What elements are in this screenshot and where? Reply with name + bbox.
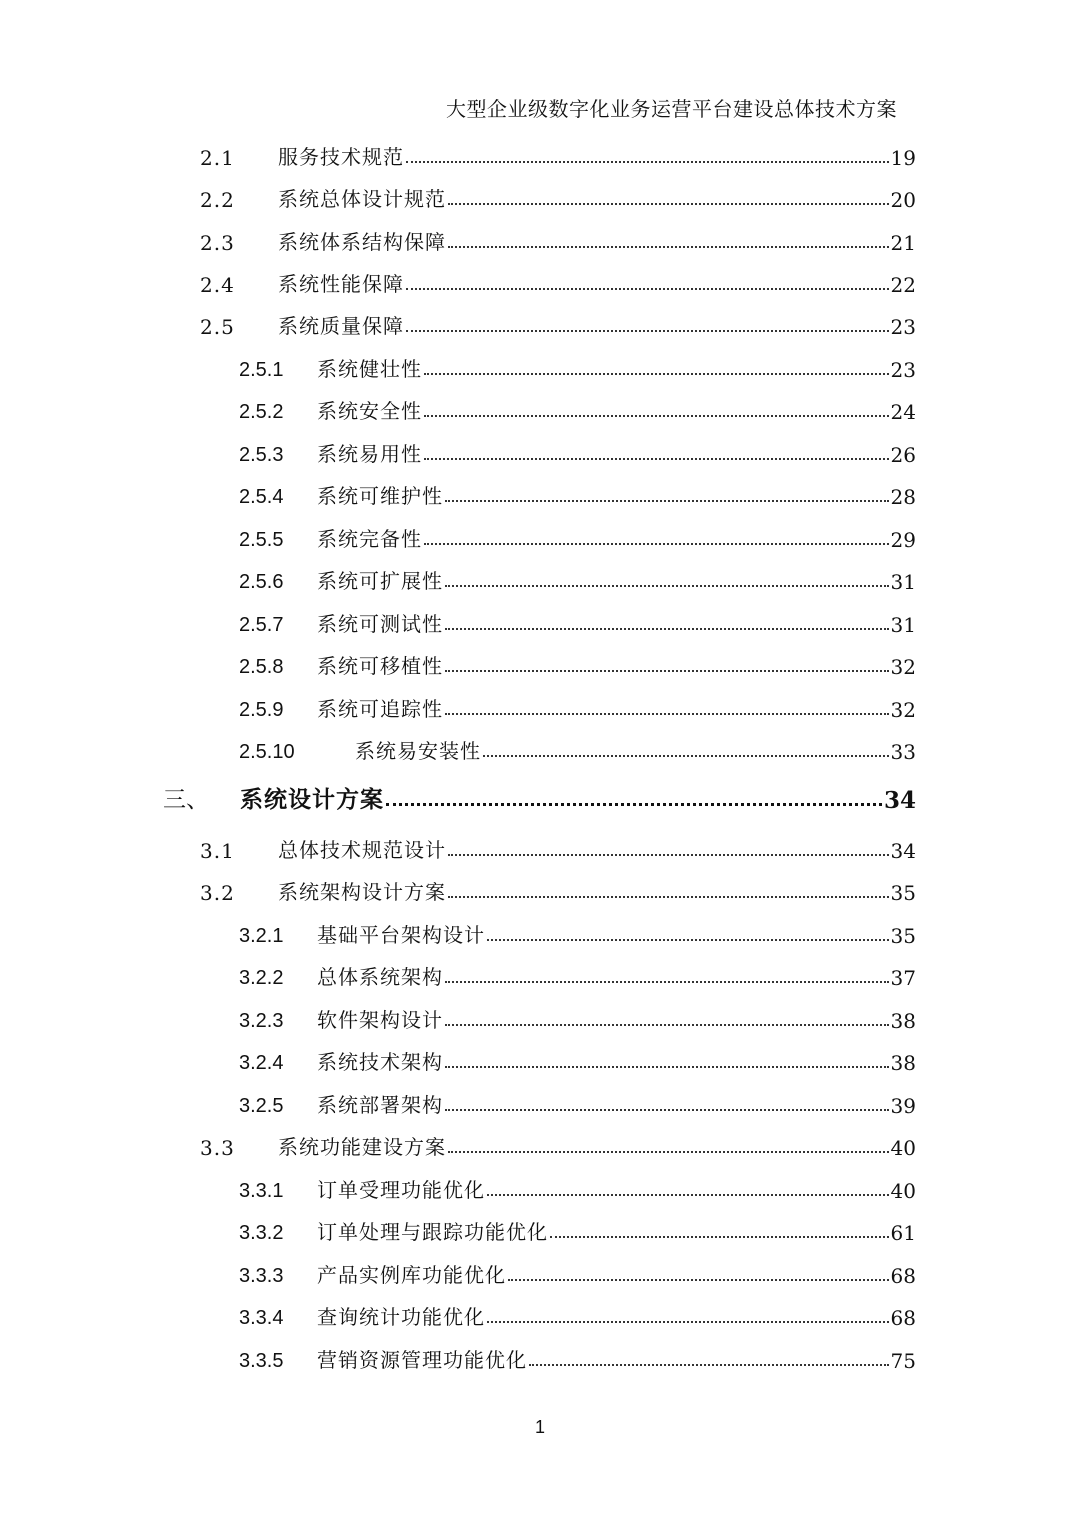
toc-entry-page: 61 <box>890 1221 916 1245</box>
toc-entry-number: 3.3.4 <box>239 1307 284 1329</box>
toc-dot-leader <box>445 670 889 672</box>
toc-entry-number: 2.5.8 <box>239 656 284 678</box>
toc-entry-title: 系统可测试性 <box>317 612 443 636</box>
toc-entry-title: 营销资源管理功能优化 <box>317 1348 527 1372</box>
toc-entry-title: 系统总体设计规范 <box>278 187 446 211</box>
toc-dot-leader <box>424 458 889 460</box>
toc-entry-title: 系统安全性 <box>317 399 422 423</box>
toc-dot-leader <box>445 1066 889 1068</box>
toc-entry-number: 2.3 <box>200 231 235 255</box>
toc-entry[interactable] <box>0 1043 916 1075</box>
toc-entry-page: 23 <box>890 358 916 382</box>
toc-entry-number: 3.2.3 <box>239 1010 284 1032</box>
toc-entry[interactable] <box>0 392 916 424</box>
toc-entry-page: 39 <box>890 1094 916 1118</box>
toc-entry[interactable] <box>0 1213 916 1245</box>
toc-entry-number: 2.5.5 <box>239 529 284 551</box>
toc-dot-leader <box>406 288 889 290</box>
toc-entry-page: 40 <box>890 1179 916 1203</box>
toc-entry[interactable] <box>0 732 916 764</box>
toc-entry-title: 系统设计方案 <box>240 786 384 813</box>
toc-entry[interactable] <box>0 350 916 382</box>
toc-entry[interactable] <box>0 180 916 212</box>
toc-entry-page: 37 <box>890 966 916 990</box>
toc-entry-title: 系统易安装性 <box>355 739 481 763</box>
toc-entry-title: 订单受理功能优化 <box>317 1178 485 1202</box>
toc-entry[interactable] <box>0 265 916 297</box>
toc-entry-number: 3.3 <box>200 1136 235 1160</box>
toc-entry[interactable] <box>0 520 916 552</box>
toc-entry-number: 3.2.2 <box>239 967 284 989</box>
toc-entry[interactable] <box>0 1256 916 1288</box>
toc-dot-leader <box>445 1024 889 1026</box>
toc-entry-number: 2.5.9 <box>239 699 284 721</box>
toc-entry-title: 系统性能保障 <box>278 272 404 296</box>
toc-entry-page: 22 <box>890 273 916 297</box>
toc-entry-title: 系统易用性 <box>317 442 422 466</box>
toc-dot-leader <box>529 1364 889 1366</box>
toc-entry-page: 24 <box>890 400 916 424</box>
toc-entry-number: 2.5.2 <box>239 401 284 423</box>
toc-dot-leader <box>406 161 889 163</box>
toc-entry[interactable] <box>0 958 916 990</box>
toc-entry-page: 34 <box>890 839 916 863</box>
toc-entry-number: 2.4 <box>200 273 235 297</box>
toc-entry-page: 38 <box>890 1051 916 1075</box>
page-number: 1 <box>534 1417 545 1437</box>
toc-dot-leader <box>445 1109 889 1111</box>
toc-entry[interactable] <box>0 916 916 948</box>
toc-dot-leader <box>424 415 889 417</box>
toc-dot-leader <box>487 1321 889 1323</box>
toc-entry-title: 基础平台架构设计 <box>317 923 485 947</box>
toc-entry-title: 产品实例库功能优化 <box>317 1263 506 1287</box>
toc-entry-number: 3.1 <box>200 839 235 863</box>
toc-entry-title: 系统可移植性 <box>317 654 443 678</box>
toc-entry-title: 系统可扩展性 <box>317 569 443 593</box>
toc-entry-page: 34 <box>883 787 916 814</box>
toc-entry-number: 2.1 <box>200 146 235 170</box>
toc-dot-leader <box>386 803 882 806</box>
toc-entry-title: 系统部署架构 <box>317 1093 443 1117</box>
toc-entry-number: 3.2.1 <box>239 925 284 947</box>
toc-entry-page: 31 <box>890 570 916 594</box>
toc-entry-title: 服务技术规范 <box>278 145 404 169</box>
toc-dot-leader <box>445 628 889 630</box>
toc-entry-number: 2.5.1 <box>239 359 284 381</box>
toc-entry-number: 3.2.5 <box>239 1095 284 1117</box>
toc-entry-number: 3.3.1 <box>239 1180 284 1202</box>
toc-entry-title: 总体系统架构 <box>317 965 443 989</box>
toc-entry-number: 2.5.10 <box>239 741 295 763</box>
toc-dot-leader <box>487 1194 889 1196</box>
toc-entry[interactable] <box>0 605 916 637</box>
toc-entry-title: 系统完备性 <box>317 527 422 551</box>
toc-entry-page: 68 <box>890 1264 916 1288</box>
toc-entry-page: 32 <box>890 698 916 722</box>
toc-entry-page: 32 <box>890 655 916 679</box>
toc-entry-number: 2.5.4 <box>239 486 284 508</box>
toc-dot-leader <box>483 755 889 757</box>
toc-entry-number: 3.3.2 <box>239 1222 284 1244</box>
toc-entry-page: 31 <box>890 613 916 637</box>
toc-dot-leader <box>487 939 889 941</box>
toc-entry-title: 总体技术规范设计 <box>278 838 446 862</box>
toc-entry-page: 33 <box>890 740 916 764</box>
toc-entry-number: 2.5.3 <box>239 444 284 466</box>
toc-entry[interactable] <box>0 307 916 339</box>
toc-entry[interactable] <box>0 223 916 255</box>
toc-entry-page: 40 <box>890 1136 916 1160</box>
toc-entry-page: 23 <box>890 315 916 339</box>
toc-entry[interactable] <box>0 831 916 863</box>
toc-entry-title: 软件架构设计 <box>317 1008 443 1032</box>
toc-entry-page: 38 <box>890 1009 916 1033</box>
toc-entry[interactable] <box>0 562 916 594</box>
toc-entry-page: 35 <box>890 924 916 948</box>
toc-dot-leader <box>445 713 889 715</box>
document-header: 大型企业级数字化业务运营平台建设总体技术方案 <box>446 97 897 121</box>
toc-dot-leader <box>448 896 889 898</box>
toc-entry-title: 系统可维护性 <box>317 484 443 508</box>
toc-dot-leader <box>550 1236 889 1238</box>
toc-dot-leader <box>448 246 889 248</box>
toc-entry-page: 21 <box>890 231 916 255</box>
toc-entry-title: 系统可追踪性 <box>317 697 443 721</box>
toc-dot-leader <box>448 1151 889 1153</box>
toc-entry-page: 68 <box>890 1306 916 1330</box>
toc-entry[interactable] <box>0 1128 916 1160</box>
toc-entry[interactable] <box>0 1171 916 1203</box>
toc-entry-page: 75 <box>890 1349 916 1373</box>
toc-entry-title: 系统质量保障 <box>278 314 404 338</box>
toc-entry[interactable] <box>0 780 916 814</box>
toc-entry[interactable] <box>0 690 916 722</box>
toc-entry[interactable] <box>0 1086 916 1118</box>
toc-entry-title: 系统健壮性 <box>317 357 422 381</box>
toc-entry-page: 20 <box>890 188 916 212</box>
toc-entry-title: 查询统计功能优化 <box>317 1305 485 1329</box>
toc-entry-title: 订单处理与跟踪功能优化 <box>317 1220 548 1244</box>
toc-dot-leader <box>445 981 889 983</box>
toc-dot-leader <box>406 330 889 332</box>
toc-dot-leader <box>448 854 889 856</box>
toc-dot-leader <box>508 1279 889 1281</box>
toc-entry-number: 2.5.7 <box>239 614 284 636</box>
toc-entry-title: 系统功能建设方案 <box>278 1135 446 1159</box>
toc-entry-title: 系统体系结构保障 <box>278 230 446 254</box>
toc-entry-page: 19 <box>890 146 916 170</box>
toc-entry[interactable] <box>0 1298 916 1330</box>
toc-entry-page: 35 <box>890 881 916 905</box>
toc-entry-title: 系统技术架构 <box>317 1050 443 1074</box>
toc-dot-leader <box>445 500 889 502</box>
toc-entry[interactable] <box>0 647 916 679</box>
toc-entry[interactable] <box>0 873 916 905</box>
toc-entry-page: 28 <box>890 485 916 509</box>
toc-entry-number: 3.2.4 <box>239 1052 284 1074</box>
toc-entry-number: 3.3.3 <box>239 1265 284 1287</box>
toc-entry-page: 29 <box>890 528 916 552</box>
toc-entry-number: 三、 <box>163 787 209 813</box>
toc-dot-leader <box>448 203 889 205</box>
toc-dot-leader <box>424 543 889 545</box>
toc-entry[interactable] <box>0 1001 916 1033</box>
toc-entry-number: 2.5.6 <box>239 571 284 593</box>
toc-entry-number: 3.2 <box>200 881 235 905</box>
toc-dot-leader <box>445 585 889 587</box>
toc-entry[interactable] <box>0 477 916 509</box>
toc-entry-number: 2.5 <box>200 315 235 339</box>
toc-entry-number: 3.3.5 <box>239 1350 284 1372</box>
toc-entry-page: 26 <box>890 443 916 467</box>
toc-entry[interactable] <box>0 138 916 170</box>
toc-entry-number: 2.2 <box>200 188 235 212</box>
toc-entry[interactable] <box>0 435 916 467</box>
toc-entry[interactable] <box>0 1341 916 1373</box>
toc-entry-title: 系统架构设计方案 <box>278 880 446 904</box>
toc-dot-leader <box>424 373 889 375</box>
